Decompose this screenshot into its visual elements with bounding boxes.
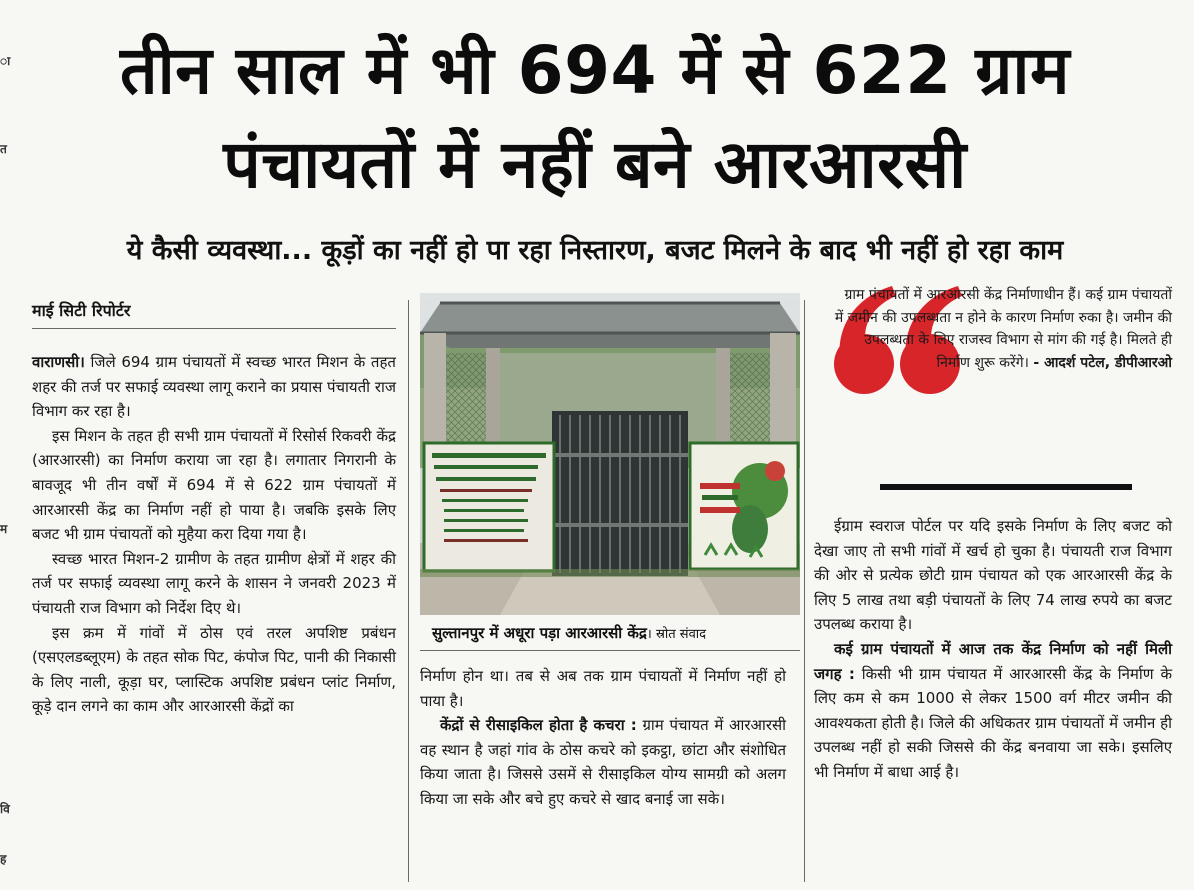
column-divider-2 — [804, 300, 805, 882]
byline: माई सिटी रिपोर्टर — [32, 301, 131, 320]
pull-quote-rule — [880, 484, 1132, 490]
article-column-3 — [814, 514, 1172, 785]
rrc-center-photo-graphic — [420, 293, 800, 615]
paragraph-7: ईग्राम स्वराज पोर्टल पर यदि इसके निर्माण के लिए बजट को देखा जाए तो सभी गांवों में खर्च हो चुका है। पंचायती राज विभाग की ओर से प्रत्येक छोटी ग्राम पंचायत को एक आरआरसी केंद्र के लिए 5 लाख तथा बड़ी पंचायतों के लिए 74 लाख रुपये का बजट उपलब्ध कराया है। — [814, 517, 1172, 634]
byline-rule — [32, 328, 396, 329]
paragraph-1 — [32, 350, 396, 424]
photo-credit: । स्रोत संवाद — [646, 627, 707, 642]
pull-quote — [832, 284, 1172, 374]
paragraph-8-text: किसी भी ग्राम पंचायत में आरआरसी केंद्र के निर्माण के लिए कम से कम 1000 से लेकर 1500 वर्ग मीटर जमीन की आवश्यकता होती है। जिले की अधिकतर ग्राम पंचायतों में जमीन ही उपलब्ध नहीं हो सकी जिससे की केंद्र बनवाया जा सके। इसलिए भी निर्माण में बाधा आई है। — [814, 664, 1172, 781]
column-divider-1 — [408, 300, 409, 882]
pull-quote-attribution: - आदर्श पटेल, डीपीआरओ — [1033, 354, 1172, 371]
paragraph-6-text: ग्राम पंचायत में आरआरसी वह स्थान है जहां गांव के ठोस कचरे को इकट्ठा, छांटा और संशोधित किया जाता है। जिससे उसमें से रीसाइकिल योग्य सामग्री को अलग किया जा सके और बचे हुए कचरे से खाद बनाई जा सके। — [420, 716, 786, 808]
pull-quote-text: ग्राम पंचायतों में आरआरसी केंद्र निर्माणाधीन हैं। कई ग्राम पंचायतों में जमीन की उपलब्धता न होने के कारण निर्माण रुका है। जमीन की उपलब्धता के लिए राजस्व विभाग से मांग की गई है। मिलते ही निर्माण शुरू करेंगे। — [834, 287, 1172, 371]
paragraph-6 — [420, 713, 786, 811]
headline-line-2: पंचायतों में नहीं बने आरआरसी — [223, 126, 967, 203]
dateline: वाराणसी। — [32, 353, 85, 371]
article-column-2 — [420, 664, 786, 812]
subsection-heading-recycle: केंद्रों से रीसाइकिल होता है कचरा : — [440, 716, 637, 735]
paragraph-1-text: जिले 694 ग्राम पंचायतों में स्वच्छ भारत मिशन के तहत शहर की तर्ज पर सफाई व्यवस्था लागू कराने का प्रयास पंचायती राज विभाग कर रहा है। — [32, 353, 396, 421]
paragraph-3: स्वच्छ भारत मिशन-2 ग्रामीण के तहत ग्रामीण क्षेत्रों में शहर की तर्ज पर सफाई व्यवस्था लागू करने के शासन ने जनवरी 2023 में पंचायती राज विभाग को निर्देश दिए थे। — [32, 549, 396, 617]
caption-rule — [420, 650, 800, 651]
photo-caption-text: सुल्तानपुर में अधूरा पड़ा आरआरसी केंद्र — [432, 624, 647, 642]
paragraph-2: इस मिशन के तहत ही सभी ग्राम पंचायतों में रिसोर्स रिकवरी केंद्र (आरआरसी) का निर्माण कराया जा रहा है। लगातार निगरानी के बावजूद भी तीन वर्षों में 694 में से 622 ग्राम पंचायतों में आरआरसी केंद्र का निर्माण नहीं हो पाया है। जबकि इसके लिए बजट भी ग्राम पंचायतों को मुहैया करा दिया गया है। — [32, 426, 396, 544]
rrc-center-photo — [420, 293, 800, 615]
headline-line-1: तीन साल में भी 694 में से 622 ग्राम — [120, 32, 1070, 109]
adjacent-article-edge: ा त म वि ह — [0, 54, 11, 866]
subsection-heading-land: कई ग्राम पंचायतों में आज तक केंद्र निर्माण को नहीं मिली जगह : — [814, 639, 1172, 683]
paragraph-5: निर्माण होन था। तब से अब तक ग्राम पंचायतों में निर्माण नहीं हो पाया है। — [420, 667, 786, 710]
article-column-1 — [32, 350, 396, 719]
paragraph-8 — [814, 637, 1172, 785]
paragraph-4: इस क्रम में गांवों में ठोस एवं तरल अपशिष्ट प्रबंधन (एसएलडब्लूएम) के तहत सोक पिट, कंपोज पिट, पानी की निकासी के लिए नाली, कूड़ा घर, प्लास्टिक अपशिष्ट प्रबंधन प्लांट निर्माण, कूड़े दान लगने का काम और आरआरसी केंद्रों का — [32, 623, 396, 716]
subheadline: ये कैसी व्यवस्था... कूड़ों का नहीं हो पा रहा निस्तारण, बजट मिलने के बाद भी नहीं हो रहा काम — [126, 235, 1064, 266]
photo-caption — [432, 621, 792, 647]
